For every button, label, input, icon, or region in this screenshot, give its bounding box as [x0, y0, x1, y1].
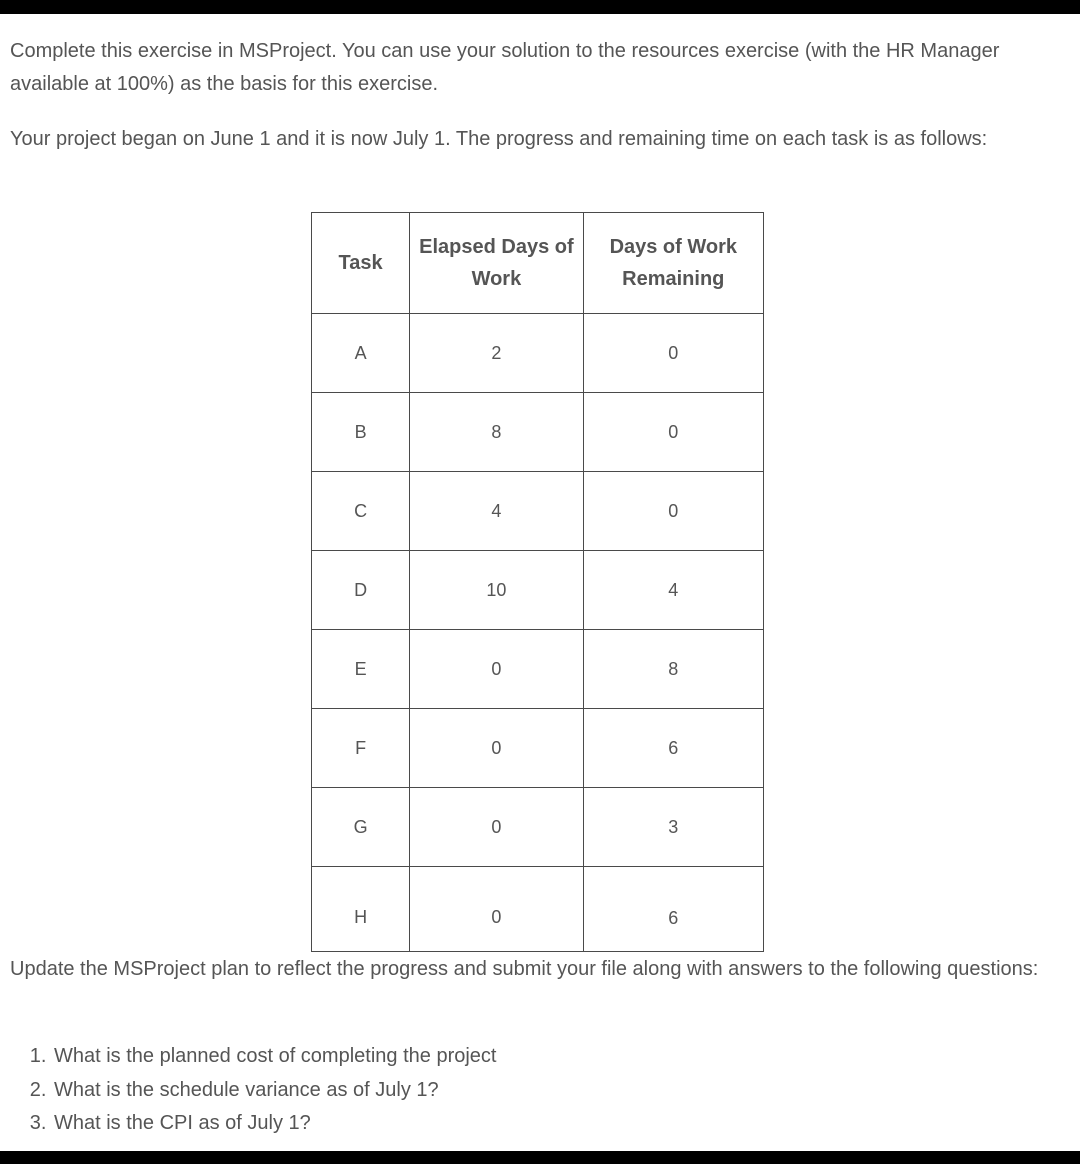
elapsed-cell: 0 — [410, 788, 583, 867]
question-item: 3. What is the CPI as of July 1? — [52, 1107, 496, 1141]
task-cell: F — [312, 709, 410, 788]
intro-paragraph-1: Complete this exercise in MSProject. You can use your solution to the resources exercise (with the HR Manager available at 100%) as the basis for this exercise. — [10, 40, 1000, 95]
table-row — [312, 709, 764, 788]
task-cell: C — [312, 472, 410, 551]
task-cell: E — [312, 630, 410, 709]
remaining-cell: 3 — [583, 788, 763, 867]
remaining-cell: 6 — [583, 867, 763, 952]
remaining-cell: 0 — [583, 472, 763, 551]
table-row — [312, 630, 764, 709]
remaining-cell: 6 — [583, 709, 763, 788]
elapsed-cell: 0 — [410, 709, 583, 788]
remaining-cell: 0 — [583, 314, 763, 393]
table-row — [312, 314, 764, 393]
task-cell: A — [312, 314, 410, 393]
task-cell: G — [312, 788, 410, 867]
task-cell: H — [312, 867, 410, 952]
elapsed-cell: 8 — [410, 393, 583, 472]
question-item: 2. What is the schedule variance as of July 1? — [52, 1074, 496, 1108]
elapsed-cell: 4 — [410, 472, 583, 551]
instructions-paragraph: Update the MSProject plan to reflect the progress and submit your file along with answers to the following questions: — [10, 958, 1039, 980]
task-cell: D — [312, 551, 410, 630]
table-row — [312, 867, 764, 952]
elapsed-cell: 10 — [410, 551, 583, 630]
task-cell: B — [312, 393, 410, 472]
header-task: Task — [312, 213, 410, 314]
table-header-row — [312, 213, 764, 314]
questions-list — [26, 1040, 496, 1141]
remaining-cell: 4 — [583, 551, 763, 630]
table-row — [312, 472, 764, 551]
header-days-remaining: Days of Work Remaining — [583, 213, 763, 314]
bottom-black-bar — [0, 1151, 1080, 1164]
table-row — [312, 788, 764, 867]
intro-paragraph-2: Your project began on June 1 and it is now July 1. The progress and remaining time on each task is as follows: — [10, 128, 988, 150]
table-row — [312, 551, 764, 630]
elapsed-cell: 2 — [410, 314, 583, 393]
header-elapsed-days: Elapsed Days of Work — [410, 213, 583, 314]
top-black-bar — [0, 0, 1080, 14]
remaining-cell: 0 — [583, 393, 763, 472]
task-progress-table — [311, 212, 764, 952]
table-row — [312, 393, 764, 472]
elapsed-cell: 0 — [410, 867, 583, 952]
remaining-cell: 8 — [583, 630, 763, 709]
elapsed-cell: 0 — [410, 630, 583, 709]
question-item: 1. What is the planned cost of completing the project — [52, 1040, 496, 1074]
